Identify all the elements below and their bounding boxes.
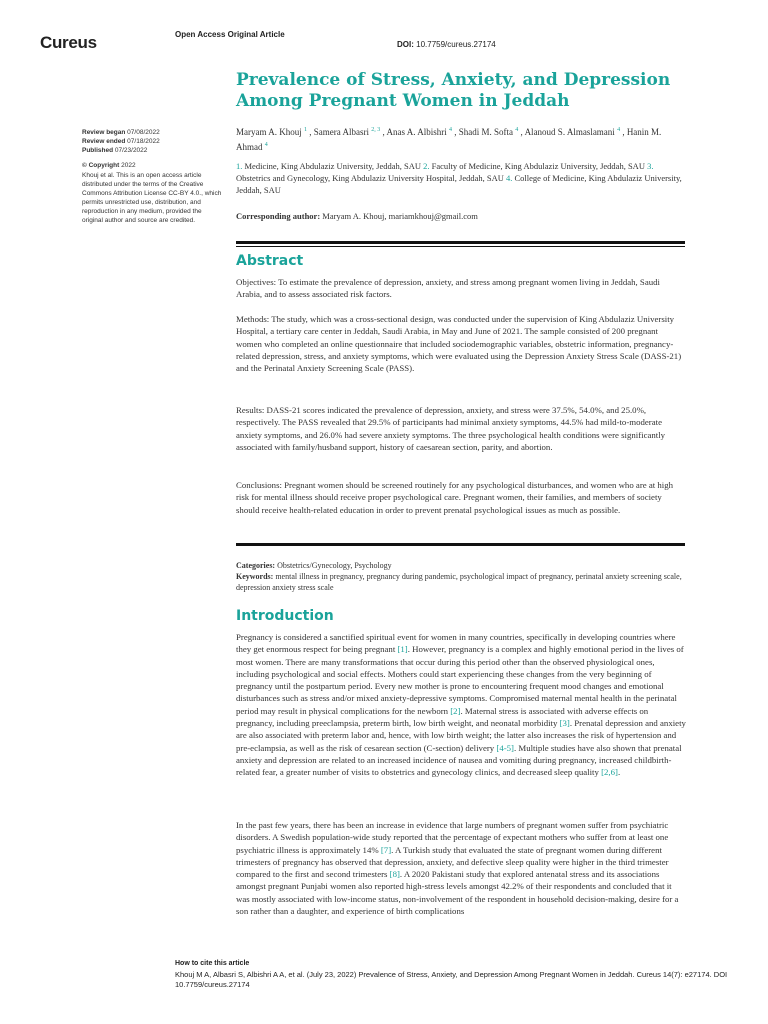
affiliation-number: 4. — [506, 173, 513, 183]
author-affiliation-ref[interactable]: 1 — [304, 127, 307, 133]
author — [459, 127, 519, 137]
paragraph-text: . Multiple studies have also shown that prenatal anxiety and depression are related to an increased incidence of nausea and vomiting during pregnancy, increased childbirth-related fear, a greater number of visits to obstetrics and gynecology clinics, and decreased sleep quality — [236, 742, 682, 778]
citation-link[interactable]: [3] — [559, 718, 570, 729]
author-name: Maryam A. Khouj — [236, 127, 302, 137]
author-list: Maryam A. Khouj $^1$ , Samera Albasri $^{2, 3}$ , Anas A. Albishri $^4$ , Shadi M. Softa $^4$ , Alanoud S. Almaslamani $^4$ , Hanin M. Ahmad $^4$ — [236, 127, 662, 152]
abstract-top-rule-thin — [236, 246, 685, 247]
affiliation-text: Faculty of Medicine, King Abdulaziz University, Jeddah, SAU — [431, 161, 645, 171]
affiliation-text: Medicine, King Abdulaziz University, Jeddah, SAU — [244, 161, 421, 171]
categories-keywords — [236, 560, 686, 593]
paragraph-text: . Maternal stress is associated with adverse effects on pregnancy, including preeclampsia, preterm birth, low birth weight, and neonatal morbidity — [236, 705, 649, 729]
keywords-text: mental illness in pregnancy, pregnancy during pandemic, psychological impact of pregnancy, perinatal anxiety screening scale, depression anxiety stress scale — [236, 572, 682, 592]
author — [314, 127, 381, 137]
categories-text: Obstetrics/Gynecology, Psychology — [277, 561, 392, 570]
published-label: Published — [82, 147, 114, 154]
affiliation-text: Obstetrics and Gynecology, King Abdulaziz University Hospital, Jeddah, SAU — [236, 173, 504, 183]
abstract-methods: Methods: The study, which was a cross-sectional design, was conducted under the supervision of King Abdulaziz University Hospital, a tertiary care center in Jeddah, Saudi Arabia, in May and June of 2021. The sample consisted of 200 pregnant women who completed an online questionnaire that included sociodemographic variables, obstetric information, pregnancy-related depression, stress, and anxiety symptoms, which were evaluated using the Depression Anxiety Stress Scale (DASS-21) and the Perinatal Anxiety Screening Scale (PASS). — [236, 314, 682, 374]
author-name: Alanoud S. Almaslamani — [524, 127, 615, 137]
article-title: Prevalence of Stress, Anxiety, and Depression Among Pregnant Women in Jeddah — [236, 70, 671, 111]
affiliation-number: 3. — [647, 161, 654, 171]
citation-link[interactable]: [2,6] — [601, 767, 618, 778]
review-ended-label: Review ended — [82, 138, 126, 145]
author-affiliation-ref[interactable]: 4 — [264, 142, 268, 148]
corresponding-text[interactable]: Maryam A. Khouj, mariamkhouj@gmail.com — [322, 211, 478, 221]
review-ended — [82, 137, 222, 146]
copyright — [82, 161, 222, 170]
abstract-results: Results: DASS-21 scores indicated the prevalence of depression, anxiety, and stress were 37.5%, 54.0%, and 25.0%, respectively. The PASS revealed that 29.5% of participants had minimal anxiety symptoms, 44.5% had mild-to-moderate anxiety symptoms, and 26.0% had severe anxiety symptoms. The three psychological health conditions were significantly associated with family/husband support, history of caesarean section, parity, and abortion. — [236, 405, 666, 452]
author-affiliation-ref[interactable]: 2, 3 — [371, 127, 381, 133]
sidebar — [82, 128, 222, 225]
citation-link[interactable]: [8] — [389, 869, 400, 880]
abstract-bottom-rule — [236, 543, 685, 546]
affiliations — [236, 160, 690, 196]
citation-link[interactable]: [7] — [380, 844, 392, 855]
author-name: Anas A. Albishri — [386, 127, 447, 137]
author-affiliation-ref[interactable]: 4 — [515, 127, 519, 133]
keywords — [236, 571, 686, 593]
cite-text: Khouj M A, Albasri S, Albishri A A, et al. (July 23, 2022) Prevalence of Stress, Anxiety, and Depression Among Pregnant Women in Jeddah. Cureus 14(7): e27174. DOI 10.7759/cureus.27174 — [175, 970, 728, 989]
introduction-paragraph-2 — [236, 819, 686, 917]
paragraph-text: . A Turkish study that evaluated the state of pregnant women during different trimesters of pregnancy has observed that depression, anxiety, and defective sleep quality were higher in the third trimester compared to the first and second trimesters — [236, 844, 669, 880]
review-began-date: 07/08/2022 — [127, 129, 160, 136]
author — [387, 127, 453, 137]
copyright-year: 2022 — [121, 162, 136, 169]
affiliation-text: College of Medicine, King Abdulaziz University, Jeddah, SAU — [236, 173, 682, 195]
author-affiliation-ref[interactable]: 4 — [449, 127, 453, 133]
paragraph-text: . However, pregnancy is a complex and highly emotional period in the lives of most women. There are many transformations that occur during this period other than the observed physiological ones, including psychological and social effects. Mothers could start experiencing these changes from the very beginning of pregnancy until the postpartum period. Every new mother is prone to encountering frequent mood changes and emotional disturbances such as stress and/or mixed anxiety-depressive symptoms. Compromised maternal mental health in the perinatal period may result in physical complications for the newborn — [236, 644, 684, 716]
introduction-paragraph-1 — [236, 631, 686, 779]
license-text: Khouj et al. This is an open access article distributed under the terms of the Creative Commons Attribution License CC-BY 4.0., which permits unrestricted use, distribution, and reproduction in any medium, provided the original author and source are credited. — [82, 172, 222, 224]
review-ended-date: 07/18/2022 — [127, 138, 160, 145]
abstract-heading: Abstract — [236, 253, 304, 269]
review-began-label: Review began — [82, 129, 126, 136]
citation-link[interactable]: [1] — [397, 644, 408, 655]
author-name: Samera Albasri — [313, 127, 369, 137]
cite-label: How to cite this article — [175, 960, 250, 967]
citation-link[interactable]: [2] — [450, 705, 461, 716]
doi-label: DOI: — [397, 40, 414, 49]
published-date: 07/23/2022 — [114, 147, 148, 154]
review-began — [82, 128, 222, 137]
article-type: Open Access Original Article — [175, 30, 285, 39]
citation-link[interactable]: [4-5] — [496, 742, 514, 753]
affiliation-number: 1. — [236, 161, 243, 171]
affiliation-number: 2. — [423, 161, 430, 171]
paragraph-text: . Prenatal depression and anxiety are also associated with preterm labor and, hence, with low birth weight; the latter also increases the risk of hypertension and pre-eclampsia, as well as the risk of cesarean section (C-section) delivery — [236, 718, 686, 753]
author-name: Shadi M. Softa — [458, 127, 514, 137]
paragraph-text: In the past few years, there has been an increase in evidence that large numbers of pregnant women suffer from psychiatric disorders. A Swedish population-wide study reported that the percentage of expectant mothers who suffer from at least one psychiatric illness is approximately 14% — [236, 820, 669, 855]
paragraph-text: . A 2020 Pakistani study that explored antenatal stress and its associations amongst pregnant Punjabi women also reported high-stress levels amongst 42.2% of their respondents and concluded that it was mostly associated with low-income status, non-involvement of the respondent in household decision-making, desire for a son rather than a daughter, and experience of birth complications — [236, 869, 679, 917]
abstract-top-rule-thick — [236, 241, 685, 244]
abstract-conclusions: Conclusions: Pregnant women should be screened routinely for any psychological disturbances, and women who are at high risk for mental illness should receive proper psychological care. Pregnant women, their families, and members of society should receive health-related education in order to prevent prenatal psychological issues as much as possible. — [236, 480, 674, 515]
author-affiliation-ref[interactable]: 4 — [617, 127, 621, 133]
corresponding-label: Corresponding author: — [236, 211, 321, 221]
categories — [236, 560, 686, 571]
categories-label: Categories: — [236, 561, 276, 570]
published — [82, 146, 222, 155]
author — [236, 127, 307, 137]
corresponding-author — [236, 211, 686, 221]
keywords-label: Keywords: — [236, 572, 274, 581]
introduction-heading: Introduction — [236, 608, 334, 624]
copyright-label: © Copyright — [82, 162, 120, 169]
doi — [397, 40, 496, 49]
abstract-objectives: Objectives: To estimate the prevalence of depression, anxiety, and stress among pregnant women living in Jeddah, Saudi Arabia, and to assess associated risk factors. — [236, 277, 660, 300]
author-name: Hanin M. Ahmad — [236, 127, 662, 152]
doi-value[interactable]: 10.7759/cureus.27174 — [416, 40, 496, 49]
paragraph-text: . — [617, 767, 621, 778]
cureus-logo[interactable]: Cureus — [40, 33, 97, 52]
author — [525, 127, 621, 137]
paragraph-text: Pregnancy is considered a sanctified spiritual event for women in many countries, specifically in developing countries where they get enormous respect for being pregnant — [236, 632, 676, 655]
